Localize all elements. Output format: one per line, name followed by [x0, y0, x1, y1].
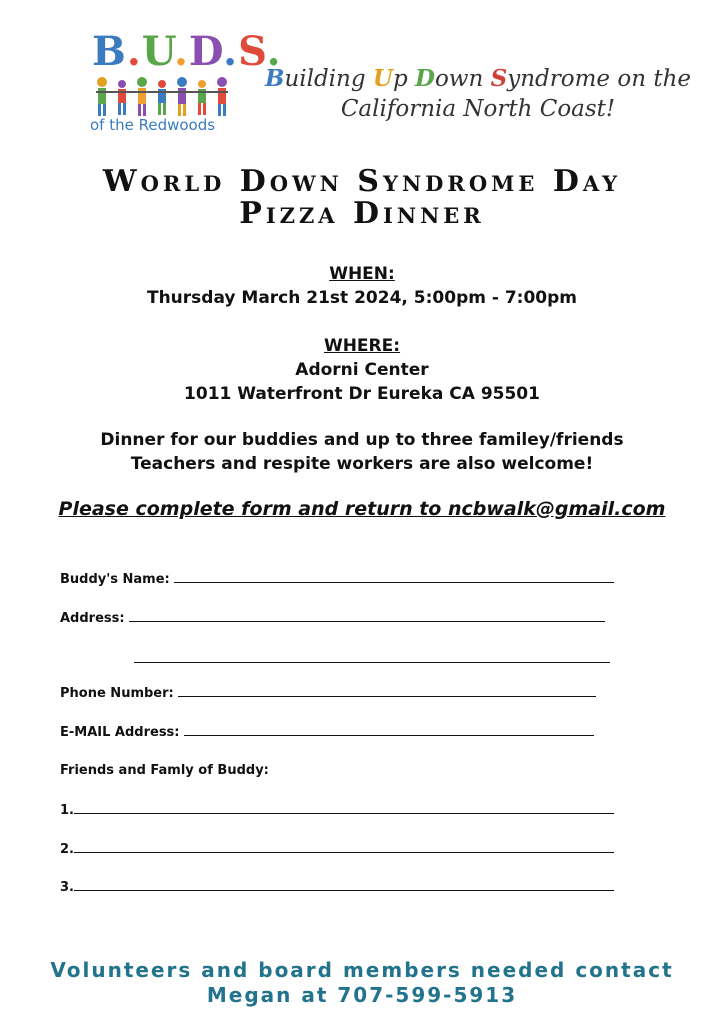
- friends-heading-row: [60, 761, 269, 781]
- address-row: [60, 607, 605, 627]
- tagline-accent-letter: B: [264, 65, 285, 92]
- buds-logo: [84, 28, 282, 140]
- event-title-line-2: Pizza Dinner: [239, 196, 485, 231]
- logo-subtitle: of the Redwoods: [90, 116, 216, 134]
- where-address: 1011 Waterfront Dr Eureka CA 95501: [184, 384, 540, 404]
- friends-label: Friends and Famly of Buddy:: [60, 763, 269, 778]
- where-label: WHERE:: [323, 336, 401, 356]
- email-line[interactable]: [184, 721, 594, 736]
- logo-letter: .: [223, 28, 239, 75]
- phone-label: Phone Number:: [60, 686, 174, 701]
- tagline-accent-letter: D: [415, 65, 435, 92]
- phone-line[interactable]: [178, 682, 596, 697]
- logo-letter: .: [173, 28, 189, 75]
- buds-logo-letters: [92, 30, 282, 74]
- logo-letter: D: [188, 28, 224, 75]
- friend-entry-number: 2.: [60, 842, 74, 857]
- footer-line-1: Volunteers and board members needed contact: [50, 958, 674, 982]
- description-line-1: Dinner for our buddies and up to three familey/friends: [100, 430, 624, 450]
- address-line-2[interactable]: [134, 648, 610, 663]
- address-line-1[interactable]: [129, 607, 605, 622]
- logo-letter: S: [238, 28, 267, 75]
- logo-letter: .: [266, 28, 282, 75]
- buddy-name-row: [60, 568, 614, 588]
- address-label: Address:: [60, 611, 125, 626]
- logo-letter: B: [92, 28, 127, 75]
- address-row-2: [134, 648, 610, 668]
- tagline: [258, 64, 698, 124]
- tagline-accent-letter: S: [490, 65, 508, 92]
- logo-letter: U: [141, 28, 174, 75]
- friend-entry-line[interactable]: [74, 838, 614, 853]
- tagline-line-1: [258, 64, 698, 94]
- tagline-accent-letter: U: [372, 65, 393, 92]
- event-title: [0, 166, 724, 230]
- email-row: [60, 721, 594, 741]
- email-label: E-MAIL Address:: [60, 725, 180, 740]
- when-value: Thursday March 21st 2024, 5:00pm - 7:00pm: [146, 288, 578, 308]
- tagline-text: p: [392, 66, 415, 92]
- footer-line-2: Megan at 707-599-5913: [206, 983, 518, 1007]
- tagline-line-2: California North Coast!: [340, 96, 616, 122]
- tagline-text: yndrome on the: [507, 66, 691, 92]
- volunteer-footer: [0, 958, 724, 1008]
- tagline-text: own: [434, 66, 491, 92]
- tagline-text: uilding: [284, 66, 373, 92]
- phone-row: [60, 682, 596, 702]
- friend-entry-line[interactable]: [74, 876, 614, 891]
- friend-entry-line[interactable]: [74, 799, 614, 814]
- where-venue: Adorni Center: [295, 360, 429, 380]
- friend-entry-2: [60, 838, 614, 858]
- when-label: WHEN:: [329, 264, 395, 284]
- friend-entry-3: [60, 876, 614, 896]
- logo-letter: .: [126, 28, 142, 75]
- event-title-line-1: World Down Syndrome Day: [102, 164, 622, 199]
- friend-entry-number: 1.: [60, 803, 74, 818]
- buddy-name-line[interactable]: [174, 568, 614, 583]
- description-line-2: Teachers and respite workers are also welcome!: [130, 454, 594, 474]
- where-section: [0, 334, 724, 406]
- friend-entry-1: [60, 799, 614, 819]
- return-instructions[interactable]: Please complete form and return to ncbwalk@gmail.com: [58, 498, 666, 520]
- friend-entry-number: 3.: [60, 880, 74, 895]
- buddy-name-label: Buddy's Name:: [60, 572, 170, 587]
- people-icon: [92, 74, 242, 120]
- when-section: [0, 262, 724, 310]
- description: [0, 428, 724, 476]
